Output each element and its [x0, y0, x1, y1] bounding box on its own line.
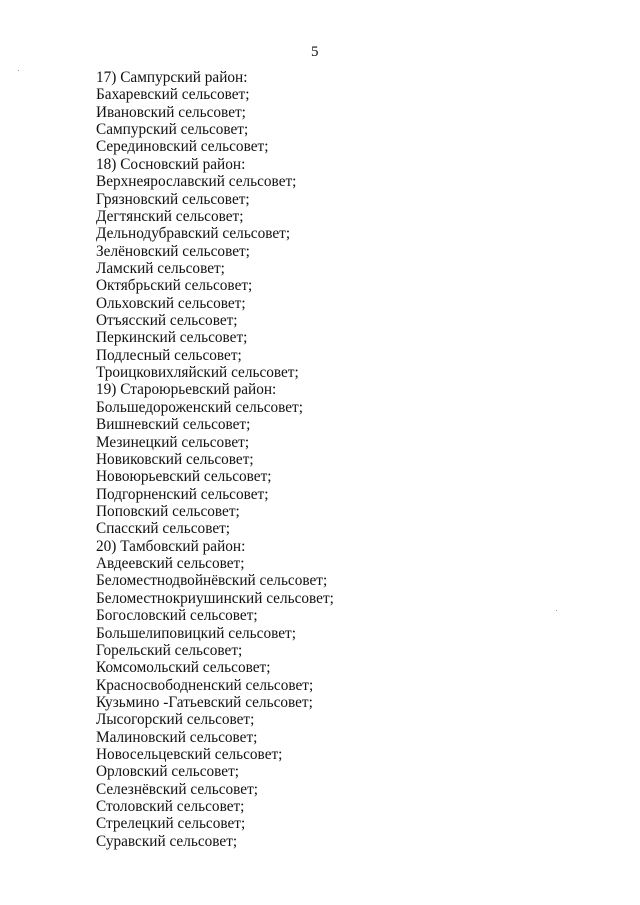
scan-speck — [18, 70, 19, 71]
list-item: Вишневский сельсовет; — [96, 416, 251, 434]
list-item: Новосельцевский сельсовет; — [96, 746, 283, 764]
list-item: Лысогорский сельсовет; — [96, 711, 255, 729]
list-item: Беломестнокриушинский сельсовет; — [96, 589, 334, 607]
list-item: Ольховский сельсовет; — [96, 294, 246, 312]
list-item: Спасский сельсовет; — [96, 520, 231, 538]
list-item: Октябрьский сельсовет; — [96, 277, 253, 295]
list-item: Орловский сельсовет; — [96, 763, 239, 781]
list-item: Столовский сельсовет; — [96, 798, 245, 816]
list-item: Поповский сельсовет; — [96, 502, 240, 520]
list-item: Серединовский сельсовет; — [96, 138, 269, 156]
list-item: Селезнёвский сельсовет; — [96, 780, 259, 798]
list-item: Большедороженский сельсовет; — [96, 398, 303, 416]
list-item: Суравский сельсовет; — [96, 832, 238, 850]
page-number: 5 — [311, 44, 319, 60]
district-heading: 20) Тамбовский район: — [96, 537, 246, 555]
district-heading: 19) Староюрьевский район: — [96, 381, 277, 399]
list-item: Богословский сельсовет; — [96, 607, 258, 625]
district-heading: 17) Сампурский район: — [96, 69, 248, 86]
list-item: Красносвободненский сельсовет; — [96, 676, 314, 694]
list-item: Подгорненский сельсовет; — [96, 485, 269, 503]
list-item: Комсомольский сельсовет; — [96, 659, 271, 677]
list-item: Верхнеярославский сельсовет; — [96, 173, 297, 191]
list-item: Авдеевский сельсовет; — [96, 555, 245, 573]
list-item: Кузьмино -Гатьевский сельсовет; — [96, 693, 313, 711]
list-item: Отъясский сельсовет; — [96, 312, 238, 330]
list-item: Перкинский сельсовет; — [96, 329, 248, 347]
district-list — [96, 69, 334, 850]
list-item: Дельнодубравский сельсовет; — [96, 225, 291, 243]
list-item: Сампурский сельсовет; — [96, 121, 249, 139]
list-item: Дегтянский сельсовет; — [96, 207, 244, 225]
scan-speck — [556, 610, 557, 611]
district-heading: 18) Сосновский район: — [96, 155, 246, 173]
list-item: Большелиповицкий сельсовет; — [96, 624, 296, 642]
list-item: Стрелецкий сельсовет; — [96, 815, 246, 833]
list-item: Троицковихляйский сельсовет; — [96, 364, 299, 382]
list-item: Подлесный сельсовет; — [96, 346, 242, 364]
list-item: Ивановский сельсовет; — [96, 103, 246, 121]
list-item: Малиновский сельсовет; — [96, 728, 258, 746]
list-item: Ламский сельсовет; — [96, 259, 225, 277]
list-item: Беломестнодвойнёвский сельсовет; — [96, 572, 328, 590]
list-item: Новиковский сельсовет; — [96, 450, 254, 468]
list-item: Бахаревский сельсовет; — [96, 86, 250, 104]
list-item: Мезинецкий сельсовет; — [96, 433, 250, 451]
list-item: Горельский сельсовет; — [96, 641, 243, 659]
list-item: Грязновский сельсовет; — [96, 190, 250, 208]
list-item: Новоюрьевский сельсовет; — [96, 468, 272, 486]
list-item: Зелёновский сельсовет; — [96, 242, 250, 260]
